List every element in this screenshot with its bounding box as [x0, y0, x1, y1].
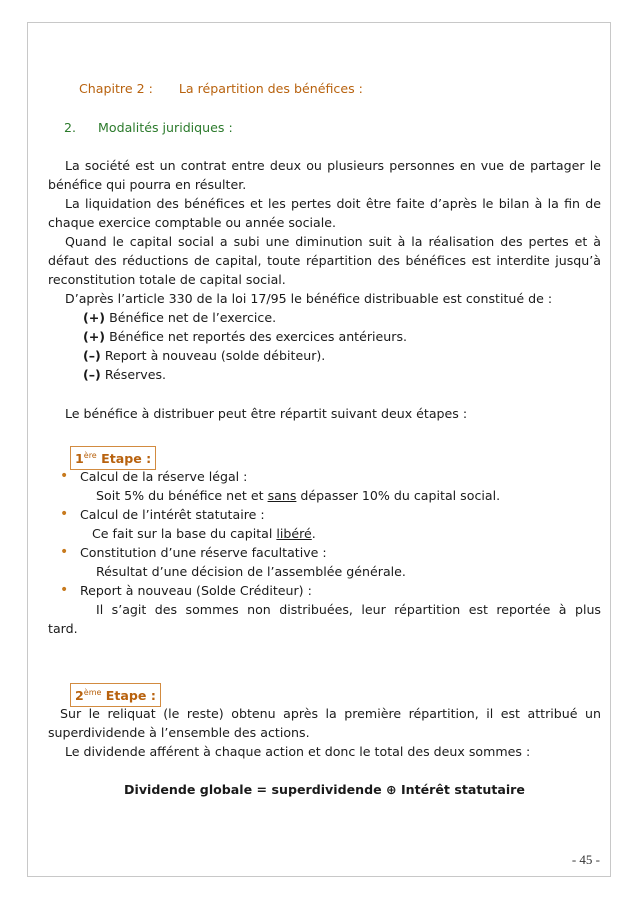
section-heading	[64, 120, 233, 135]
step2-sup: ème	[83, 688, 102, 697]
formula-block	[48, 780, 601, 799]
paragraph-4: D’après l’article 330 de la loi 17/95 le bénéfice distribuable est constitué de :	[65, 291, 553, 306]
item-sign: (+)	[83, 329, 106, 344]
bullet-item	[58, 467, 601, 486]
bullet-dot-icon: •	[60, 468, 69, 484]
bullet-title: Calcul de la réserve légal :	[80, 469, 248, 484]
step1-body	[48, 467, 601, 638]
bullet-title: Calcul de l’intérêt statutaire :	[80, 507, 265, 522]
chapter-label: Chapitre 2 :	[79, 81, 153, 96]
step2-paragraph-2: Le dividende afférent à chaque action et donc le total des deux sommes :	[65, 744, 531, 759]
bullet-detail: Résultat d’une décision de l’assemblée générale.	[96, 564, 406, 579]
step1-label: Etape :	[101, 451, 152, 467]
step2-num: 2	[75, 688, 84, 704]
item-sign: (–)	[83, 367, 101, 382]
bullet-detail: Ce fait sur la base du capital libéré.	[92, 526, 316, 541]
underlined-word: libéré	[276, 526, 312, 541]
body-intro	[48, 156, 601, 384]
list-item	[83, 308, 601, 327]
bullet-dot-icon: •	[60, 582, 69, 598]
bullet-item	[58, 543, 601, 562]
item-sign: (+)	[83, 310, 106, 325]
bullet-detail: Il s’agit des sommes non distribuées, leur répartition est reportée à plus	[96, 602, 601, 617]
list-item	[83, 346, 601, 365]
paragraph-3: Quand le capital social a subi une diminution suit à la réalisation des pertes et à défaut des réductions de capital, toute répartition des bénéfices est interdite jusqu’à reconstitution totale de capital social.	[48, 234, 601, 287]
bullet-title: Constitution d’une réserve facultative :	[80, 545, 327, 560]
formula: Dividende globale = superdividende ⊕ Intérêt statutaire	[124, 782, 525, 797]
page-number: - 45 -	[571, 852, 600, 867]
paragraph-1: La société est un contrat entre deux ou plusieurs personnes en vue de partager le bénéfice qui pourra en résulter.	[48, 158, 601, 192]
bullet-detail-cont: tard.	[48, 621, 78, 636]
item-text: Bénéfice net de l’exercice.	[109, 310, 277, 325]
step1-sup: ère	[83, 451, 97, 460]
list-item	[83, 327, 601, 346]
bullet-title: Report à nouveau (Solde Créditeur) :	[80, 583, 312, 598]
bullet-dot-icon: •	[60, 506, 69, 522]
item-text: Bénéfice net reportés des exercices antérieurs.	[109, 329, 408, 344]
steps-intro-text: Le bénéfice à distribuer peut être répartit suivant deux étapes :	[65, 406, 468, 421]
section-title: Modalités juridiques :	[98, 120, 233, 135]
item-text: Réserves.	[104, 367, 167, 382]
step2-label: Etape :	[105, 688, 156, 704]
item-sign: (–)	[83, 348, 101, 363]
chapter-title: La répartition des bénéfices :	[178, 81, 363, 96]
list-item	[83, 365, 601, 384]
step2-body	[48, 704, 601, 761]
bullet-item	[58, 581, 601, 600]
step2-paragraph-1: Sur le reliquat (le reste) obtenu après la première répartition, il est attribué un superdividende à l’ensemble des actions.	[48, 706, 601, 740]
steps-intro	[48, 404, 601, 423]
bullet-detail: Soit 5% du bénéfice net et sans dépasser 10% du capital social.	[96, 488, 501, 503]
chapter-heading	[79, 81, 363, 96]
item-text: Report à nouveau (solde débiteur).	[104, 348, 326, 363]
bullet-dot-icon: •	[60, 544, 69, 560]
underlined-word: sans	[267, 488, 297, 503]
bullet-item	[58, 505, 601, 524]
paragraph-2: La liquidation des bénéfices et les pertes doit être faite d’après le bilan à la fin de chaque exercice comptable ou année sociale.	[48, 196, 601, 230]
section-number: 2.	[64, 120, 77, 135]
step1-num: 1	[75, 451, 84, 467]
